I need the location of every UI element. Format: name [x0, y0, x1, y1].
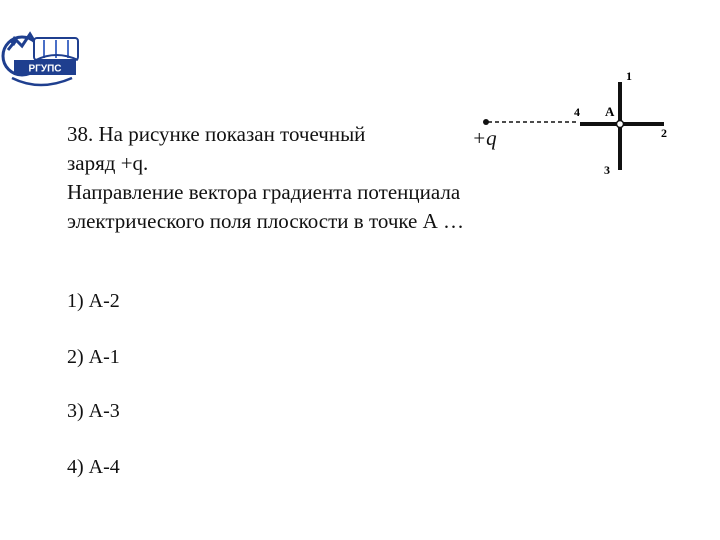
university-logo [0, 20, 86, 92]
question-line-4: электрического поля плоскости в точке А … [67, 209, 465, 233]
field-diagram [480, 66, 680, 186]
answer-option-1[interactable]: 1) А-2 [67, 290, 120, 312]
charge-label: +q [472, 126, 497, 150]
direction-1-label: 1 [626, 69, 632, 83]
answer-option-2[interactable]: 2) А-1 [67, 346, 120, 368]
answer-option-3[interactable]: 3) А-3 [67, 400, 120, 422]
question-text [67, 120, 464, 236]
question-line-2: заряд +q. [67, 151, 149, 175]
question-line-3: Направление вектора градиента потенциала [67, 180, 461, 204]
direction-2-label: 2 [661, 126, 667, 140]
direction-3-label: 3 [604, 163, 610, 177]
point-a-marker [617, 121, 624, 128]
question-line-1: 38. На рисунке показан точечный [67, 122, 366, 146]
answer-option-4[interactable]: 4) А-4 [67, 456, 120, 478]
logo-text: РГУПС [28, 63, 62, 75]
direction-4-label: 4 [574, 105, 580, 119]
point-a-label: A [605, 104, 615, 119]
